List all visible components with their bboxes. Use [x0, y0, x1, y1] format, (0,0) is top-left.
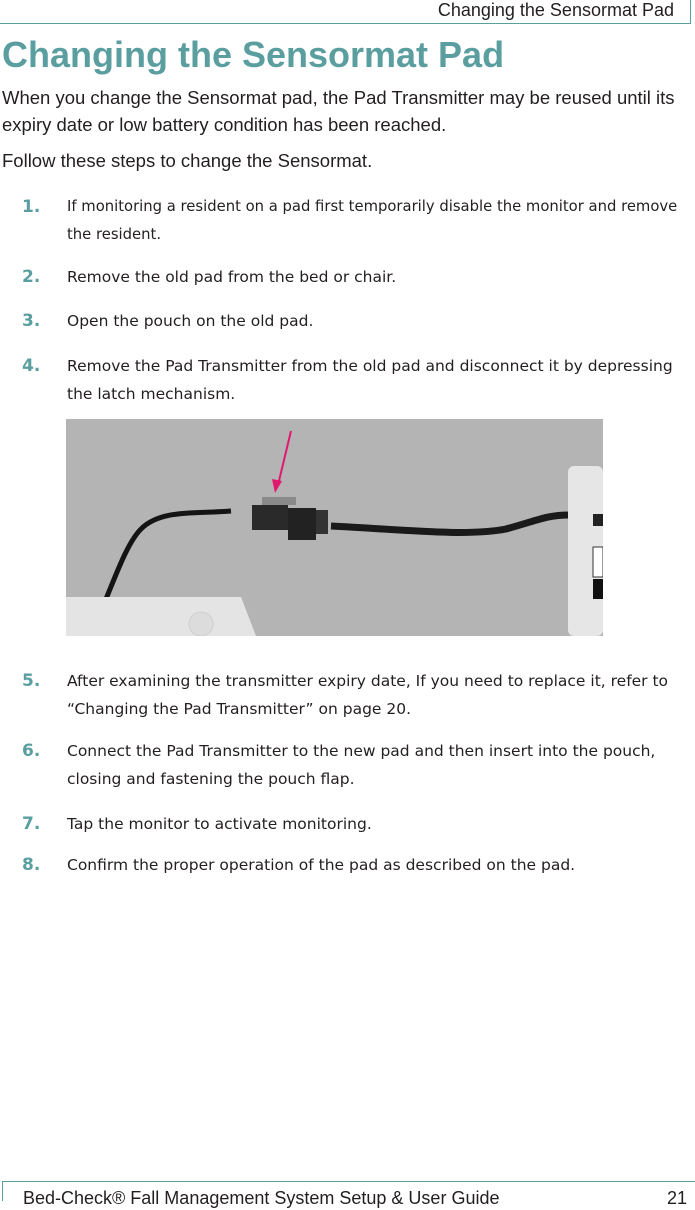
running-header: Changing the Sensormat Pad — [437, 0, 674, 20]
header-rule — [0, 23, 690, 24]
step-text: If monitoring a resident on a pad first temporarily disable the monitor and remove the resident. — [67, 198, 678, 243]
step-number: 7. — [22, 814, 41, 834]
step-6 — [22, 737, 687, 793]
step-text: Connect the Pad Transmitter to the new pad and then insert into the pouch, closing and fastening the pouch flap. — [67, 742, 656, 788]
step-1 — [22, 193, 687, 249]
intro-instruction: Follow these steps to change the Sensormat. — [2, 150, 373, 171]
step-text: Confirm the proper operation of the pad as described on the pad. — [67, 856, 576, 874]
footer-guide-title: Bed-Check® Fall Management System Setup & User Guide — [23, 1188, 500, 1208]
step-text: Tap the monitor to activate monitoring. — [67, 815, 372, 833]
step-2 — [22, 263, 687, 291]
footer-tick — [2, 1181, 3, 1201]
step-number: 3. — [22, 311, 41, 331]
step-number: 4. — [22, 356, 41, 376]
step-8 — [22, 851, 687, 879]
page-title: Changing the Sensormat Pad — [2, 34, 505, 75]
step-number: 6. — [22, 741, 41, 761]
footer-rule — [2, 1181, 695, 1182]
step-7 — [22, 810, 687, 838]
connector-photo — [66, 419, 603, 636]
step-text: Remove the Pad Transmitter from the old pad and disconnect it by depressing the latch mechanism. — [67, 357, 673, 403]
step-4 — [22, 352, 687, 408]
step-3 — [22, 307, 687, 335]
step-text: After examining the transmitter expiry date, If you need to replace it, refer to “Changing the Pad Transmitter” on page 20. — [67, 672, 669, 718]
step-text: Open the pouch on the old pad. — [67, 312, 314, 330]
intro-paragraph: When you change the Sensormat pad, the Pad Transmitter may be reused until its expiry date or low battery condition has been reached. — [2, 87, 675, 135]
step-number: 1. — [22, 197, 41, 217]
header-tick — [690, 0, 691, 24]
step-text: Remove the old pad from the bed or chair. — [67, 268, 397, 286]
step-number: 2. — [22, 267, 41, 287]
page-number: 21 — [666, 1188, 687, 1208]
step-5 — [22, 667, 687, 723]
step-number: 5. — [22, 671, 41, 691]
step-number: 8. — [22, 855, 41, 875]
